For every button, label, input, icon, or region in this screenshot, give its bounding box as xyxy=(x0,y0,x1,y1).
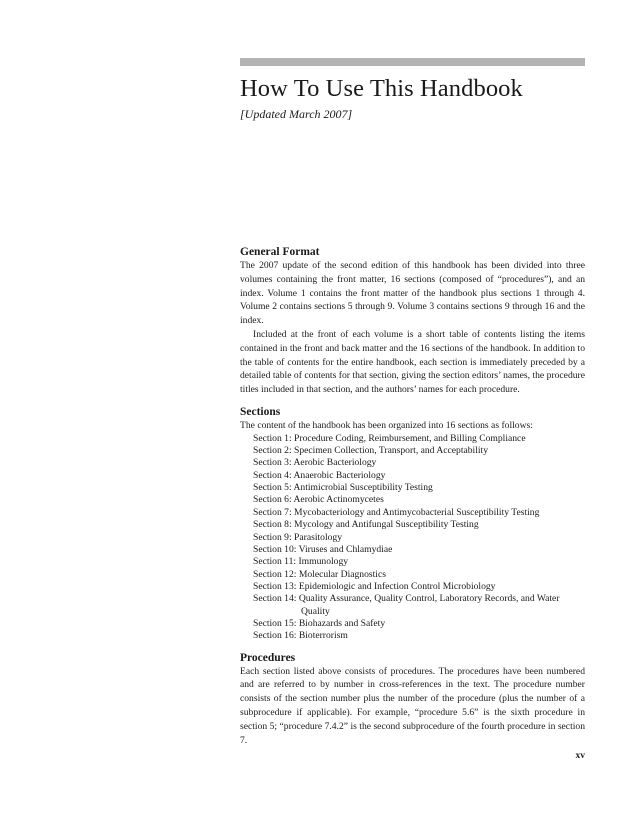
list-item: Section 5: Antimicrobial Susceptibility Testing xyxy=(253,482,433,494)
list-item: Section 3: Aerobic Bacteriology xyxy=(253,457,377,469)
list-item: Section 7: Mycobacteriology and Antimycobacterial Susceptibility Testing xyxy=(253,506,540,518)
list-item: Section 16: Bioterrorism xyxy=(253,630,348,642)
sections-intro: The content of the handbook has been organized into 16 sections as follows: xyxy=(240,419,533,431)
list-item: Section 13: Epidemiologic and Infection Control Microbiology xyxy=(253,580,496,592)
sections-heading: Sections xyxy=(240,405,281,418)
sections-section xyxy=(240,405,585,643)
title-block xyxy=(240,58,585,122)
body-content xyxy=(240,245,585,755)
page-number: xv xyxy=(575,751,585,761)
header-rule xyxy=(240,58,585,66)
sections-list xyxy=(240,433,585,643)
page-title: How To Use This Handbook xyxy=(240,75,523,102)
general-format-paragraph-2: Included at the front of each volume is a short table of contents listing the items contained in the front and back matter and the 16 sections of the handbook. In addition to the table of contents for the entire handbook, each section is immediately preceded by a detailed table of contents for that section, giving the section editors’ names, the procedure titles included in that section, and the authors’ names for each procedure. xyxy=(240,328,585,396)
list-item: Section 6: Aerobic Actinomycetes xyxy=(253,494,384,506)
list-item: Section 12: Molecular Diagnostics xyxy=(253,568,386,580)
procedures-section xyxy=(240,651,585,748)
page-subtitle: [Updated March 2007] xyxy=(240,107,353,121)
list-item: Section 14: Quality Assurance, Quality Control, Laboratory Records, and Water Quality xyxy=(253,593,560,617)
list-item: Section 11: Immunology xyxy=(253,556,349,568)
list-item: Section 8: Mycology and Antifungal Susceptibility Testing xyxy=(253,519,479,531)
list-item: Section 9: Parasitology xyxy=(253,531,342,543)
procedures-heading: Procedures xyxy=(240,651,296,664)
procedures-paragraph: Each section listed above consists of procedures. The procedures have been numbered and are referred to by number in cross-references in the text. The procedure number consists of the section number plus the number of the procedure (plus the number of a subprocedure if applicable). For example, “procedure 5.6” is the sixth procedure in section 5; “procedure 7.4.2” is the second subprocedure of the fourth procedure in section 7. xyxy=(240,665,585,746)
general-format-heading: General Format xyxy=(240,246,320,258)
list-item: Section 15: Biohazards and Safety xyxy=(253,617,386,629)
general-format-section xyxy=(240,245,585,397)
general-format-paragraph-1: The 2007 update of the second edition of this handbook has been divided into three volumes containing the front matter, 16 sections (composed of “procedures”), and an index. Volume 1 contains the front matter of the handbook plus sections 1 through 4. Volume 2 contains sections 5 through 9. Volume 3 contains sections 9 through 16 and the index. xyxy=(240,260,585,327)
list-item: Section 4: Anaerobic Bacteriology xyxy=(253,469,386,481)
list-item: Section 10: Viruses and Chlamydiae xyxy=(253,543,393,555)
list-item: Section 1: Procedure Coding, Reimbursement, and Billing Compliance xyxy=(253,432,526,444)
list-item: Section 2: Specimen Collection, Transport, and Acceptability xyxy=(253,445,489,457)
